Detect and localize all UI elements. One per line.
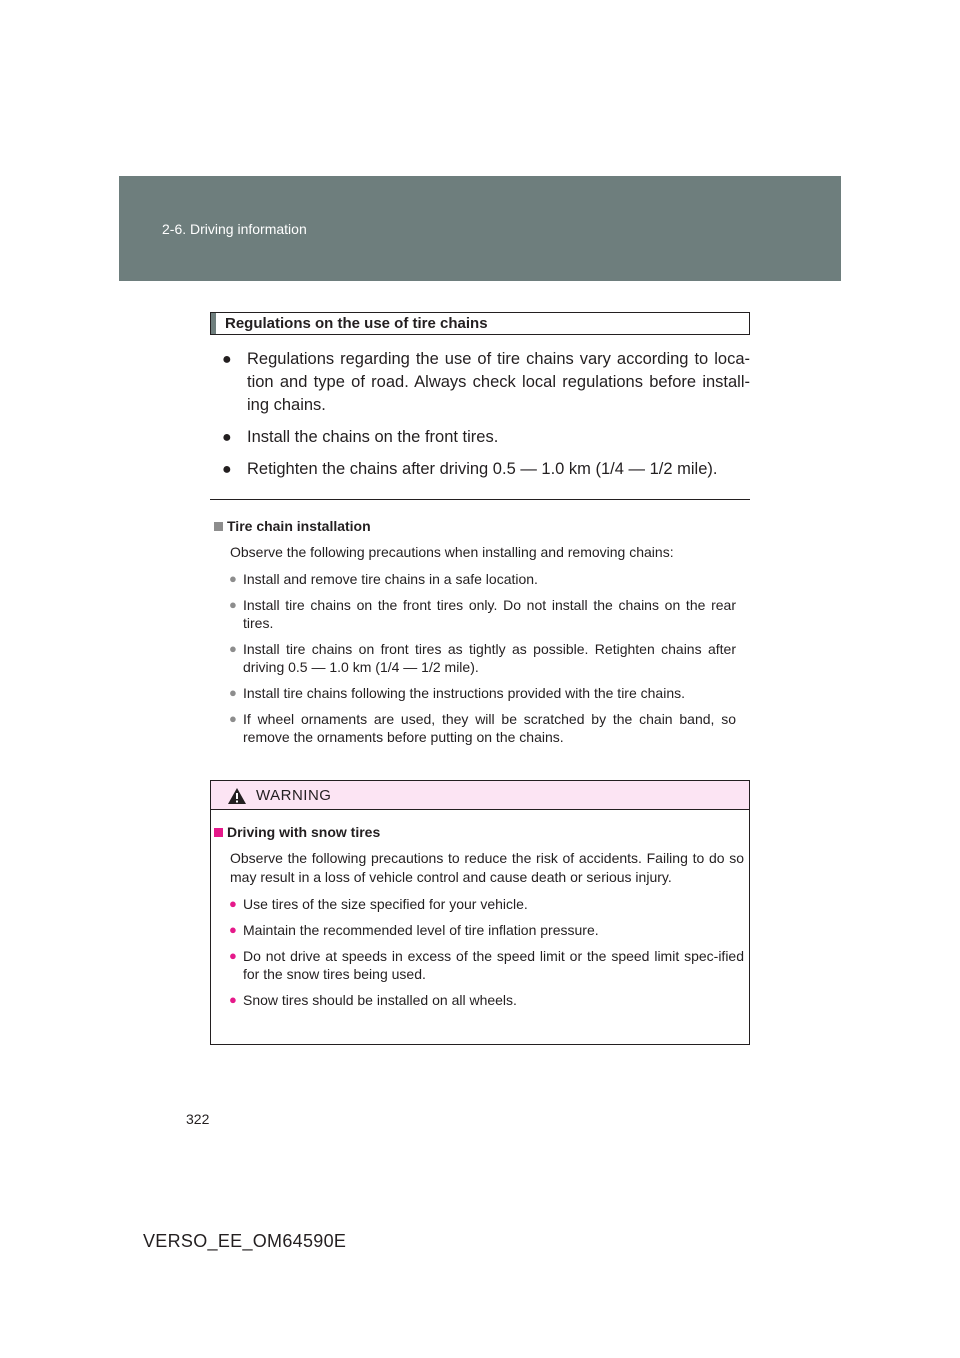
bullet-dot-icon: ● [229,922,237,937]
main-bullet-list [222,348,750,490]
subsection-title-box [210,312,750,335]
info-heading [214,518,736,535]
bullet-text: If wheel ornaments are used, they will be scratched by the chain band, so remove the ornaments before putting on the chains. [243,711,736,745]
list-item [214,596,736,632]
list-item [222,458,750,481]
square-bullet-icon [214,522,223,531]
bullet-dot-icon: ● [222,461,232,478]
list-item [214,991,744,1009]
bullet-dot-icon: ● [222,351,232,368]
warning-body [214,824,744,1017]
list-item [214,640,736,676]
title-accent-bar [211,313,216,334]
warning-title: WARNING [256,787,332,804]
square-bullet-icon [214,828,223,837]
bullet-text: Install tire chains on the front tires only. Do not install the chains on the rear tires. [243,597,736,631]
bullet-text: Use tires of the size specified for your vehicle. [243,896,528,912]
bullet-dot-icon: ● [229,641,237,656]
bullet-text: Regulations regarding the use of tire chains vary according to loca-tion and type of road. Always check local regulations before install-ing chains. [247,350,750,414]
bullet-dot-icon: ● [229,571,237,586]
bullet-text: Install tire chains on front tires as tightly as possible. Retighten chains after driving 0.5 — 1.0 km (1/4 — 1/2 mile). [243,641,736,675]
subsection-title: Regulations on the use of tire chains [225,315,488,332]
list-item [214,570,736,588]
bullet-text: Snow tires should be installed on all wheels. [243,992,517,1008]
list-item [214,895,744,913]
bullet-dot-icon: ● [229,992,237,1007]
bullet-text: Maintain the recommended level of tire inflation pressure. [243,922,599,938]
bullet-text: Retighten the chains after driving 0.5 — 1.0 km (1/4 — 1/2 mile). [247,460,718,478]
warning-box [210,780,750,1045]
bullet-dot-icon: ● [229,948,237,963]
page-number: 322 [186,1111,210,1127]
bullet-dot-icon: ● [229,597,237,612]
warning-heading [214,824,744,841]
warning-header [211,781,749,810]
bullet-text: Install tire chains following the instructions provided with the tire chains. [243,685,685,701]
warning-heading-text: Driving with snow tires [227,824,381,840]
list-item [214,921,744,939]
bullet-dot-icon: ● [229,685,237,700]
bullet-dot-icon: ● [229,896,237,911]
info-heading-text: Tire chain installation [227,518,371,534]
bullet-dot-icon: ● [229,711,237,726]
info-section [214,518,736,754]
bullet-text: Do not drive at speeds in excess of the speed limit or the speed limit spec-ified for the snow tires being used. [243,948,744,982]
warning-intro: Observe the following precautions to reduce the risk of accidents. Failing to do so may result in a loss of vehicle control and cause death or serious injury. [230,850,744,885]
list-item [214,684,736,702]
section-divider [210,499,750,500]
bullet-text: Install and remove tire chains in a safe location. [243,571,538,587]
list-item [214,947,744,983]
list-item [222,348,750,417]
list-item [214,710,736,746]
bullet-dot-icon: ● [222,429,232,446]
list-item [222,426,750,449]
bullet-text: Install the chains on the front tires. [247,428,499,446]
section-label: 2-6. Driving information [162,221,307,237]
document-code: VERSO_EE_OM64590E [143,1231,347,1251]
warning-triangle-icon [227,787,247,805]
info-intro: Observe the following precautions when installing and removing chains: [230,544,674,560]
